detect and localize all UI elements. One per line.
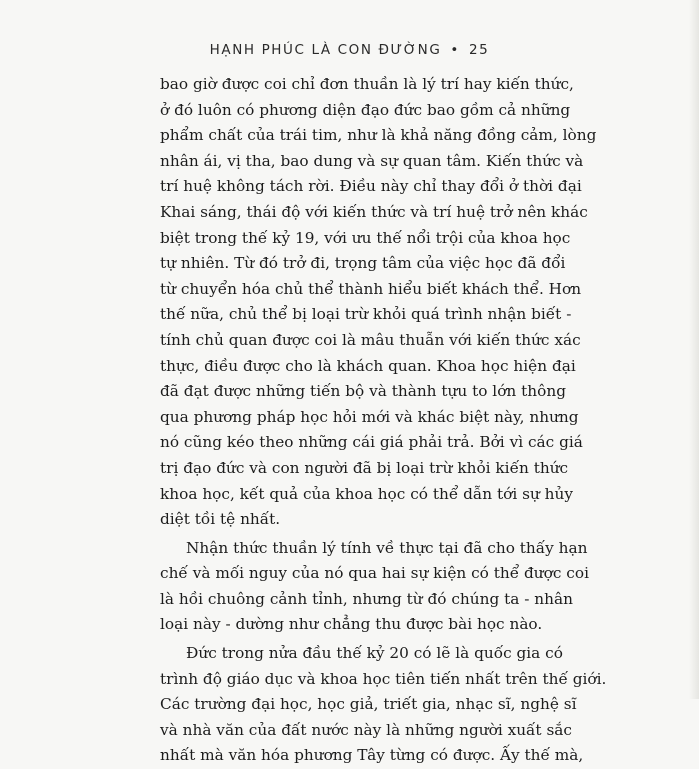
text-line: trị đạo đức và con người đã bị loại trừ khỏi kiến thức [160, 458, 569, 477]
text-line: và nhà văn của đất nước này là những người xuất sắc [160, 720, 572, 739]
text-line: nhất mà văn hóa phương Tây từng có được. Ấy thế mà, [160, 746, 584, 765]
text-line: biệt trong thế kỷ 19, với ưu thế nổi trội của khoa học [160, 228, 571, 247]
text-line: trình độ giáo dục và khoa học tiên tiến nhất trên thế giới. [160, 669, 607, 688]
text-line: trí huệ không tách rời. Điều này chỉ thay đổi ở thời đại [160, 177, 582, 196]
text-line: là hồi chuông cảnh tỉnh, nhưng từ đó chúng ta - nhân [160, 589, 573, 608]
text-line: nhân ái, vị tha, bao dung và sự quan tâm. Kiến thức và [160, 151, 584, 170]
text-line: Các trường đại học, học giả, triết gia, nhạc sĩ, nghệ sĩ [160, 695, 577, 714]
text-line: thực, điều được cho là khách quan. Khoa học hiện đại [160, 356, 576, 375]
text-line: Nhận thức thuần lý tính về thực tại đã cho thấy hạn [186, 538, 588, 557]
text-line: qua phương pháp học hỏi mới và khác biệt này, nhưng [160, 407, 579, 426]
running-header-title: HẠNH PHÚC LÀ CON ĐƯỜNG [209, 42, 442, 58]
text-line: tự nhiên. Từ đó trở đi, trọng tâm của việc học đã đổi [160, 254, 566, 273]
running-header-separator: • [450, 42, 460, 58]
text-line: tính chủ quan được coi là mâu thuẫn với kiến thức xác [160, 330, 581, 349]
text-line: phẩm chất của trái tim, như là khả năng đồng cảm, lòng [160, 126, 597, 145]
page-number: 25 [468, 42, 490, 58]
text-line: nó cũng kéo theo những cái giá phải trả. Bởi vì các giá [160, 433, 583, 452]
page-edge-shadow [689, 0, 699, 699]
text-line: từ chuyển hóa chủ thể thành hiểu biết khách thể. Hơn [160, 279, 582, 298]
body-text [160, 72, 607, 769]
text-line: loại này - dường như chẳng thu được bài học nào. [160, 615, 543, 634]
text-line: ở đó luôn có phương diện đạo đức bao gồm cả những [160, 100, 571, 119]
text-line: Khai sáng, thái độ với kiến thức và trí huệ trở nên khác [160, 202, 588, 221]
text-line: bao giờ được coi chỉ đơn thuần là lý trí hay kiến thức, [160, 75, 574, 93]
text-line: chế và mối nguy của nó qua hai sự kiện có thể được coi [160, 564, 589, 583]
running-header [0, 42, 699, 58]
text-line: thế nữa, chủ thể bị loại trừ khỏi quá trình nhận biết - [160, 305, 572, 324]
text-line: đã đạt được những tiến bộ và thành tựu to lớn thông [160, 382, 566, 401]
text-line: Đức trong nửa đầu thế kỷ 20 có lẽ là quốc gia có [186, 644, 563, 663]
text-line: khoa học, kết quả của khoa học có thể dẫn tới sự hủy [160, 484, 574, 503]
text-line: diệt tồi tệ nhất. [160, 510, 281, 529]
